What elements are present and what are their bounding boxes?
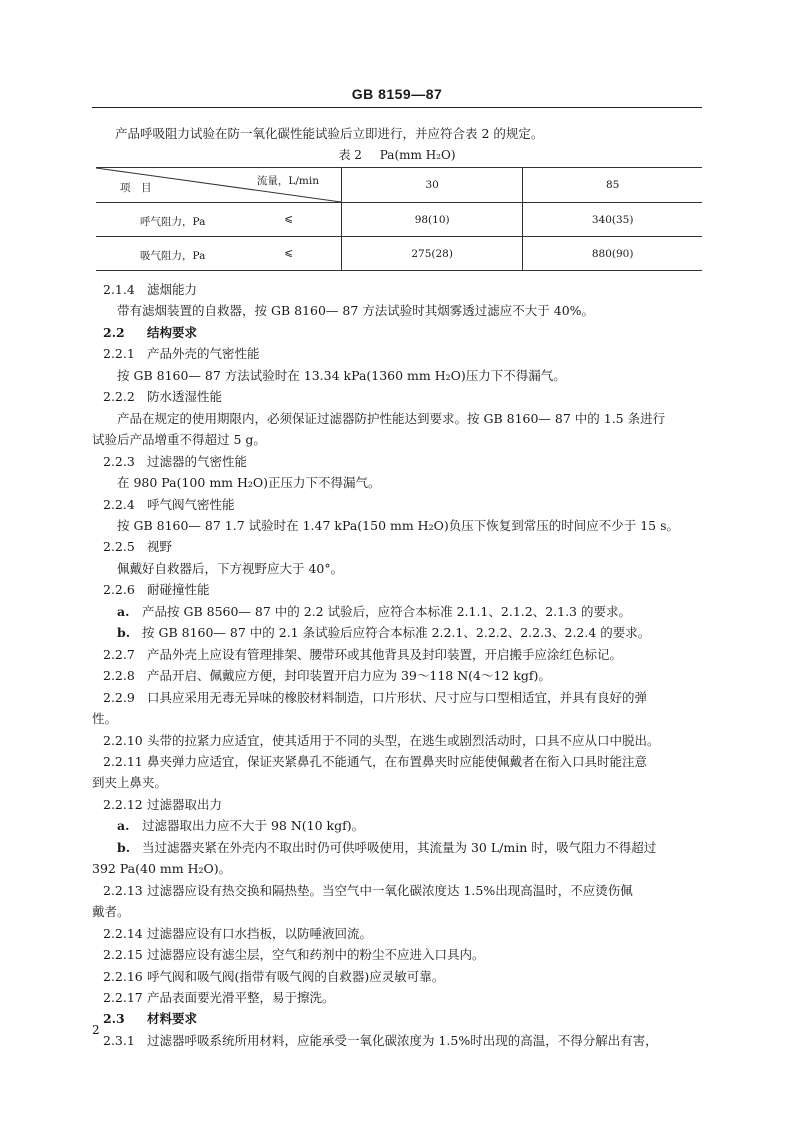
clause-line [92, 966, 704, 987]
clause-heading [92, 536, 704, 557]
clause-title: 滤烟能力 [147, 282, 198, 297]
text-line: 按 GB 8160— 87 1.7 试验时在 1.47 kPa(150 mm H₂O)负压下恢复到常压的时间应不少于 15 s。 [117, 517, 679, 533]
body-text [92, 279, 704, 1051]
clause-line [92, 751, 704, 772]
clause-text: 过滤器应设有热交换和隔热垫。当空气中一氧化碳浓度达 1.5%出现高温时，不应烫伤佩 [147, 882, 633, 898]
clause-title: 视野 [147, 539, 173, 555]
row-label: 呼气阻力，Pa [140, 216, 206, 228]
clause-line [92, 665, 704, 686]
text-line: 392 Pa(40 mm H₂O)。 [92, 861, 232, 877]
header-rule [92, 107, 702, 108]
clause-heading [92, 794, 704, 815]
table-cell: 275(28) [342, 237, 523, 271]
column-header: 30 [342, 168, 523, 203]
clause-title: 防水透湿性能 [147, 389, 223, 405]
clause-title: 产品外壳的气密性能 [147, 346, 260, 362]
list-text: 过滤器取出力应不大于 98 N(10 kgf)。 [142, 818, 365, 834]
diagonal-header-cell [96, 168, 342, 203]
row-label-cell [96, 203, 342, 237]
section-number: 2.3 [103, 1011, 125, 1027]
section-number: 2.2 [103, 324, 125, 340]
clause-heading [92, 579, 704, 600]
clause-number: 2.2.11 [103, 753, 143, 769]
table-cell: 880(90) [523, 237, 702, 271]
table-caption [92, 146, 702, 163]
clause-number: 2.3.1 [103, 1032, 135, 1048]
clause-line [92, 687, 704, 708]
clause-number: 2.2.5 [103, 539, 135, 555]
clause-number: 2.2.10 [103, 732, 143, 748]
text-line: 性。 [92, 711, 118, 727]
list-text: 按 GB 8160— 87 中的 2.1 条试验后应符合本标准 2.2.1、2.2.2、2.2.3、2.2.4 的要求。 [142, 625, 651, 641]
section-heading [92, 322, 704, 343]
text-line: 戴者。 [92, 904, 130, 920]
clause-title: 过滤器的气密性能 [147, 453, 248, 469]
list-marker: a. [117, 603, 130, 619]
row-symbol: ⩽ [284, 213, 293, 225]
row-symbol: ⩽ [284, 247, 293, 259]
text-line: 带有滤烟装置的自救器，按 GB 8160— 87 方法试验时其烟雾透过滤应不大于 40%。 [117, 303, 595, 319]
row-label-cell [96, 237, 342, 271]
text-line: 到夹上鼻夹。 [92, 775, 168, 791]
section-heading [92, 1008, 704, 1029]
clause-number: 2.2.13 [103, 882, 143, 898]
clause-number: 2.2.15 [103, 947, 143, 963]
clause-number: 2.2.7 [103, 646, 135, 662]
clause-title: 呼气阀气密性能 [147, 496, 235, 512]
list-item [92, 837, 704, 858]
table-cell: 340(35) [523, 203, 702, 237]
clause-number: 2.2.12 [103, 796, 143, 812]
list-marker: b. [117, 625, 131, 641]
list-text: 产品按 GB 8560— 87 中的 2.2 试验后，应符合本标准 2.1.1、2.1.2、2.1.3 的要求。 [142, 603, 631, 619]
clause-heading [92, 279, 704, 300]
clause-heading [92, 451, 704, 472]
clause-line [92, 644, 704, 665]
clause-number: 2.2.3 [103, 453, 135, 469]
column-header: 85 [523, 168, 702, 203]
clause-number: 2.2.16 [103, 968, 143, 984]
table-cell: 98(10) [342, 203, 523, 237]
clause-number: 2.2.14 [103, 925, 143, 941]
clause-text: 过滤器呼吸系统所用材料，应能承受一氧化碳浓度为 1.5%时出现的高温，不得分解出有害， [147, 1032, 658, 1048]
clause-number: 2.2.9 [103, 689, 135, 705]
clause-line [92, 923, 704, 944]
table-caption-unit: Pa(mm H₂O) [379, 148, 456, 162]
clause-line [92, 880, 704, 901]
clause-line [92, 730, 704, 751]
resistance-table [96, 167, 702, 271]
clause-number: 2.2.2 [103, 389, 135, 405]
clause-text: 鼻夹弹力应适宜，保证夹紧鼻孔不能通气，在布置鼻夹时应能使佩戴者在衔入口具时能注意 [147, 753, 648, 769]
clause-line [92, 944, 704, 965]
list-item [92, 601, 704, 622]
text-line: 按 GB 8160— 87 方法试验时在 13.34 kPa(1360 mm H₂O)压力下不得漏气。 [117, 367, 566, 383]
list-item [92, 815, 704, 836]
intro-paragraph: 产品呼吸阻力试验在防一氧化碳性能试验后立即进行，并应符合表 2 的规定。 [115, 126, 544, 141]
section-title: 材料要求 [147, 1011, 198, 1027]
clause-number: 2.2.4 [103, 496, 135, 512]
clause-text: 口具应采用无毒无异味的橡胶材料制造，口片形状、尺寸应与口型相适宜，并具有良好的弹 [147, 689, 648, 705]
clause-text: 产品外壳上应设有管理排架、腰带环或其他背具及封印装置，开启搬手应涂红色标记。 [147, 646, 623, 662]
page-number: 2 [92, 1023, 100, 1037]
clause-text: 头带的拉紧力应适宜，使其适用于不同的头型，在逃生或剧烈活动时，口具不应从口中脱出。 [147, 732, 660, 748]
list-text: 当过滤器夹紧在外壳内不取出时仍可供呼吸使用，其流量为 30 L/min 时，吸气阻力不得超过 [142, 839, 657, 855]
document-header: GB 8159—87 [351, 86, 443, 102]
clause-number: 2.2.6 [103, 582, 135, 598]
text-line: 产品在规定的使用期限内，必须保证过滤器防护性能达到要求。按 GB 8160— 87 中的 1.5 条进行 [117, 410, 666, 426]
clause-heading [92, 386, 704, 407]
list-item [92, 622, 704, 643]
table-row [96, 237, 702, 271]
row-label: 吸气阻力，Pa [140, 250, 206, 262]
clause-text: 呼气阀和吸气阀(指带有吸气阀的自救器)应灵敏可靠。 [147, 968, 445, 984]
clause-number: 2.2.17 [103, 989, 143, 1005]
table-header-row [96, 168, 702, 203]
list-marker: b. [117, 839, 131, 855]
clause-line [92, 1030, 704, 1051]
header-flow-label: 流量，L/min [256, 175, 319, 187]
clause-number: 2.2.8 [103, 668, 135, 684]
header-item-label: 项 目 [120, 182, 152, 194]
clause-text: 产品开启、佩戴应方便，封印装置开启力应为 39～118 N(4～12 kgf)。 [147, 668, 551, 684]
clause-text: 过滤器应设有滤尘层，空气和药剂中的粉尘不应进入口具内。 [147, 947, 485, 963]
clause-title: 耐碰撞性能 [147, 582, 210, 598]
clause-text: 产品表面要光滑平整，易于擦洗。 [147, 989, 335, 1005]
table-caption-label: 表 2 [338, 148, 362, 162]
clause-title: 过滤器取出力 [147, 796, 223, 812]
list-marker: a. [117, 818, 130, 834]
text-line: 试验后产品增重不得超过 5 g。 [92, 432, 266, 448]
text-line: 在 980 Pa(100 mm H₂O)正压力下不得漏气。 [117, 475, 381, 491]
clause-heading [92, 343, 704, 364]
section-title: 结构要求 [147, 324, 198, 340]
clause-number: 2.1.4 [103, 282, 135, 297]
clause-line [92, 987, 704, 1008]
clause-text: 过滤器应设有口水挡板，以防唾液回流。 [147, 925, 373, 941]
clause-heading [92, 494, 704, 515]
clause-number: 2.2.1 [103, 346, 135, 362]
text-line: 佩戴好自救器后，下方视野应大于 40°。 [117, 560, 344, 576]
table-row [96, 203, 702, 237]
